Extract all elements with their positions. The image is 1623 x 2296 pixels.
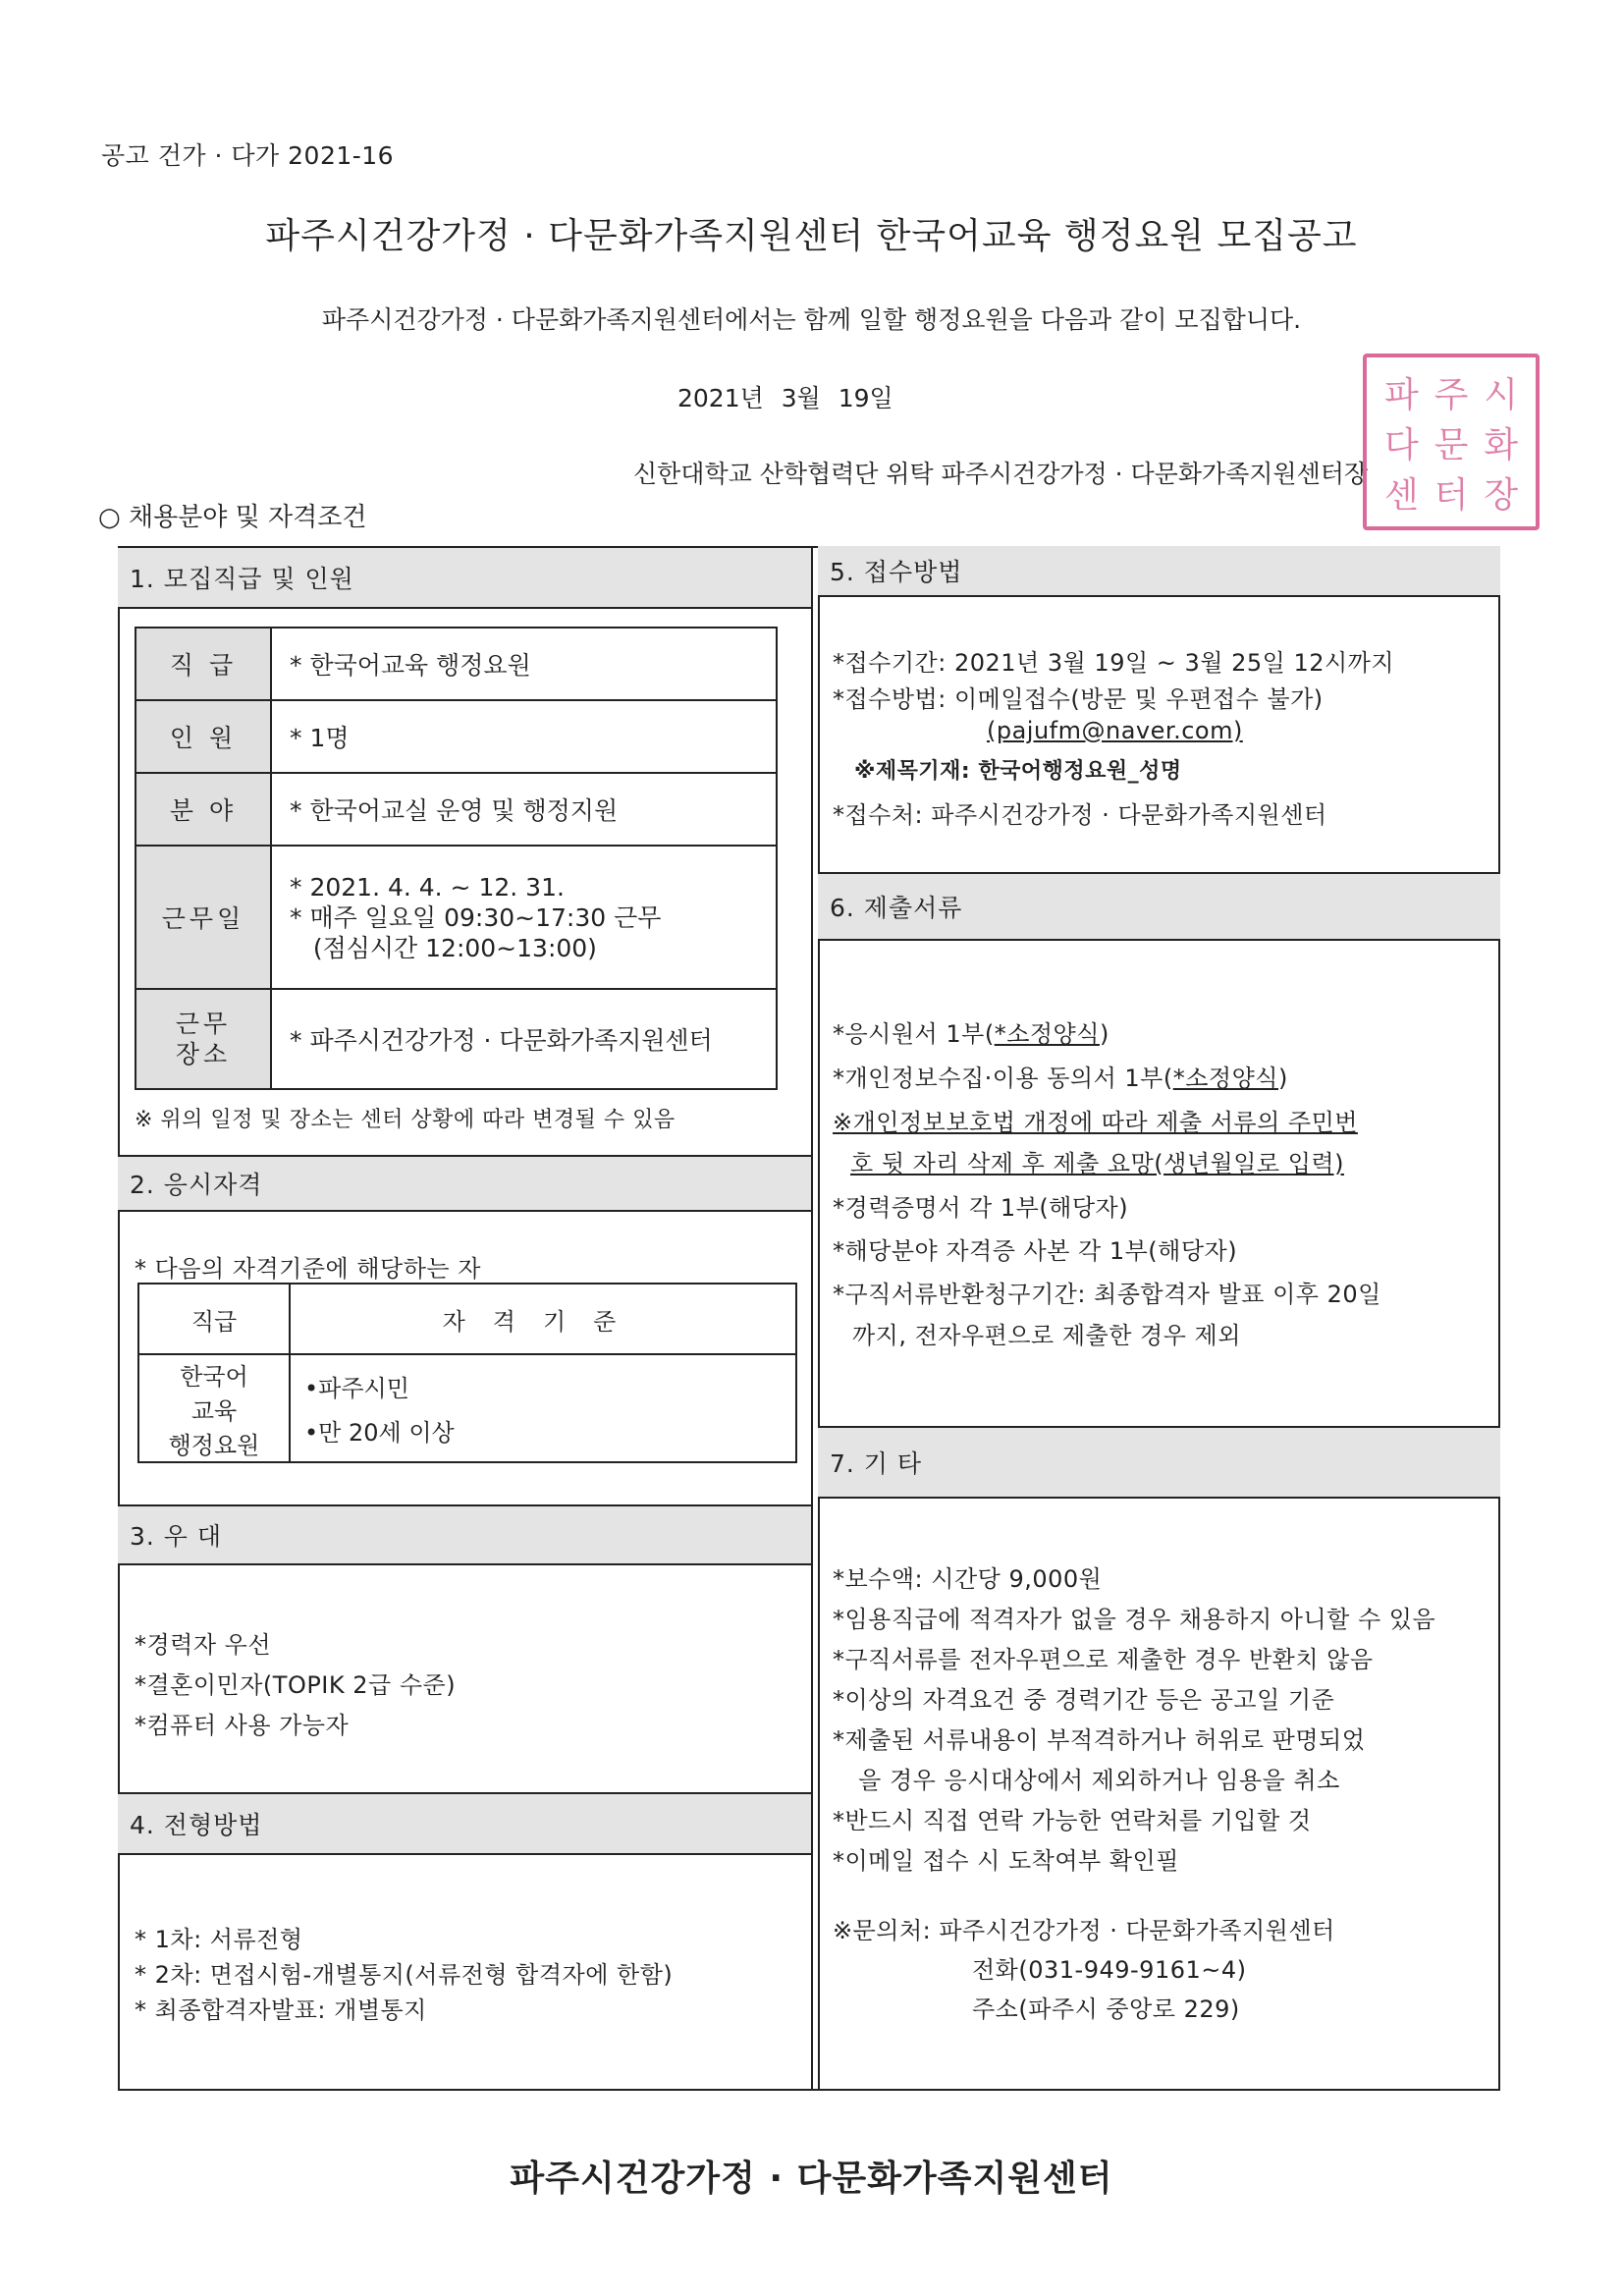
misc-item: *이상의 자격요건 중 경력기간 등은 공고일 기준 [833,1686,1335,1714]
document-item [833,1059,1288,1093]
footer-organization: 파주시건강가정 · 다문화가족지원센터 [510,2159,1113,2199]
recruit-table [135,627,778,1090]
document-title: 파주시건강가정 · 다문화가족지원센터 한국어교육 행정요원 모집공고 [265,216,1358,256]
grade-line: 교육 [190,1396,238,1425]
section-7-header: 7. 기 타 [818,1426,1500,1499]
misc-item: *반드시 직접 연락 가능한 연락처를 기입할 것 [833,1807,1312,1834]
document-item: *해당분야 자격증 사본 각 1부(해당자) [833,1237,1238,1265]
row-value: * 1명 [271,700,777,773]
privacy-note: ※개인정보보호법 개정에 따라 제출 서류의 주민번 [833,1109,1358,1136]
privacy-note: 호 뒷 자리 삭제 후 제출 요망(생년월일로 입력) [850,1150,1344,1177]
document-item-text: ) [1099,1020,1109,1048]
seal-character: 문 [1434,425,1469,465]
misc-item: *제출된 서류내용이 부적격하거나 허위로 판명되었 [833,1726,1366,1754]
document-item: 까지, 전자우편으로 제출한 경우 제외 [852,1322,1241,1349]
row-value [271,846,777,989]
preference-item: *컴퓨터 사용 가능자 [135,1712,350,1739]
seal-character: 장 [1484,475,1519,516]
misc-item: *이메일 접수 시 도착여부 확인필 [833,1847,1179,1875]
seal-character: 시 [1484,375,1519,415]
seal-character: 파 [1383,375,1419,415]
qualification-table [137,1283,797,1463]
seal-character: 터 [1434,475,1469,516]
row-label: 인 원 [135,700,271,773]
row-value: * 한국어교실 운영 및 행정지원 [271,773,777,846]
col-header-grade: 직급 [138,1284,290,1354]
misc-item: *구직서류를 전자우편으로 제출한 경우 반환치 않음 [833,1646,1374,1673]
form-note: *소정양식 [1172,1065,1278,1092]
qualification-lead: * 다음의 자격기준에 해당하는 자 [135,1255,481,1283]
document-item: *경력증명서 각 1부(해당자) [833,1194,1129,1222]
grade-line: 한국어 [180,1362,248,1391]
grade-line: 행정요원 [168,1431,260,1459]
criteria-item: •만 20세 이상 [304,1419,455,1447]
contact-label: ※문의처: 파주시건강가정 · 다문화가족지원센터 [833,1917,1335,1944]
document-item [833,1014,1109,1049]
email-subject-note: ※제목기재: 한국어행정요원_성명 [854,759,1182,784]
value-line: * 2021. 4. 4. ~ 12. 31. [290,872,565,902]
notice-date: 2021년 3월 19일 [677,384,893,412]
issuer-line: 신한대학교 산학협력단 위탁 파주시건강가정 · 다문화가족지원센터장 [633,460,1369,488]
label-line: 근무 [175,1010,232,1038]
intro-text: 파주시건강가정 · 다문화가족지원센터에서는 함께 일할 행정요원을 다음과 같이 모집합니다. [321,305,1302,334]
official-seal-stamp [1363,354,1540,530]
section-5-header: 5. 접수방법 [818,546,1500,597]
seal-character: 다 [1383,425,1419,465]
seal-character: 화 [1484,425,1519,465]
section-1-header: 1. 모집직급 및 인원 [118,546,811,609]
preference-item: *경력자 우선 [135,1631,272,1659]
row-label: 직 급 [135,628,271,700]
contact-phone: 전화(031-949-9161~4) [972,1956,1247,1984]
form-note: *소정양식 [994,1020,1100,1048]
selection-item: * 최종합격자발표: 개별통지 [135,1996,427,2024]
label-line: 장소 [175,1040,232,1068]
criteria-item: •파주시민 [304,1375,409,1402]
row-label: 근무일 [135,846,271,989]
selection-item: * 1차: 서류전형 [135,1926,303,1953]
section-2-header: 2. 응시자격 [118,1155,811,1212]
value-line: * 매주 일요일 09:30~17:30 근무 [290,902,662,932]
grade-cell [138,1354,290,1462]
preference-item: *결혼이민자(TOPIK 2급 수준) [135,1671,457,1699]
document-item-text: *응시원서 1부( [833,1020,995,1048]
col-header-criteria: 자격기준 [290,1284,796,1354]
section-6-header: 6. 제출서류 [818,872,1500,941]
section-3-header: 3. 우 대 [118,1504,811,1565]
row-label: 분 야 [135,773,271,846]
application-email-link[interactable]: (pajufm@naver.com) [987,717,1243,744]
row-label [135,989,271,1089]
seal-character: 센 [1383,475,1419,516]
misc-item: *보수액: 시간당 9,000원 [833,1565,1103,1593]
section-4-header: 4. 전형방법 [118,1792,811,1855]
document-item-text: *개인정보수집·이용 동의서 1부( [833,1065,1173,1092]
application-method: *접수방법: 이메일접수(방문 및 우편접수 불가) [833,685,1324,713]
row-value: * 파주시건강가정 · 다문화가족지원센터 [271,989,777,1089]
contact-address: 주소(파주시 중앙로 229) [972,1995,1240,2023]
document-number: 공고 건가 · 다가 2021-16 [101,141,395,170]
misc-item: 을 경우 응시대상에서 제외하거나 임용을 취소 [850,1767,1340,1794]
seal-character: 주 [1434,375,1469,415]
value-line: (점심시간 12:00~13:00) [290,933,597,962]
criteria-cell [290,1354,796,1462]
document-item: *구직서류반환청구기간: 최종합격자 발표 이후 20일 [833,1281,1381,1308]
column-divider [811,546,813,2091]
column-divider [818,546,820,2091]
selection-item: * 2차: 면접시험-개별통지(서류전형 합격자에 한함) [135,1961,674,1989]
row-value: * 한국어교육 행정요원 [271,628,777,700]
application-place: *접수처: 파주시건강가정 · 다문화가족지원센터 [833,801,1327,829]
section-header: ○ 채용분야 및 자격조건 [98,503,367,532]
application-period: *접수기간: 2021년 3월 19일 ~ 3월 25일 12시까지 [833,649,1395,677]
document-item-text: ) [1277,1065,1288,1092]
misc-item: *임용직급에 적격자가 없을 경우 채용하지 아니할 수 있음 [833,1606,1436,1633]
schedule-note: ※ 위의 일정 및 장소는 센터 상황에 따라 변경될 수 있음 [135,1108,676,1132]
